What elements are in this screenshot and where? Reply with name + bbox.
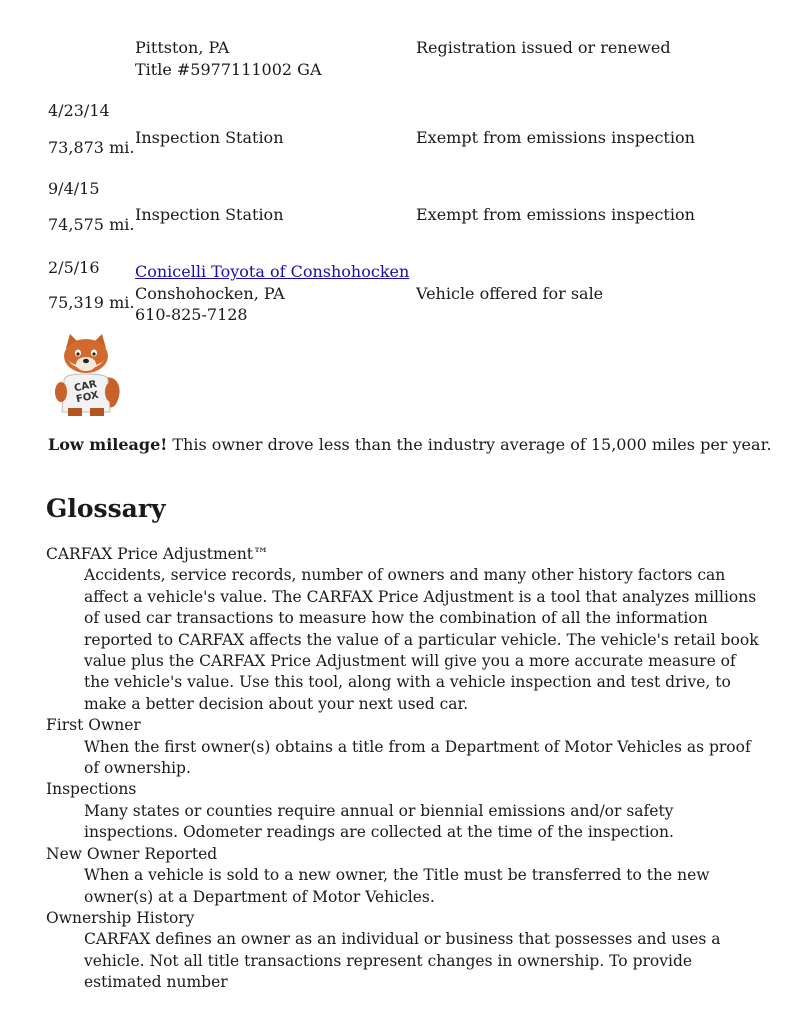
low-mileage-note — [48, 435, 772, 454]
record-mileage: 73,873 mi. — [48, 138, 135, 157]
record-source-line: Pittston, PA — [135, 38, 230, 57]
dealer-link[interactable]: Conicelli Toyota of Conshohocken — [135, 262, 410, 281]
record-date: 9/4/15 — [48, 179, 100, 198]
glossary-definition: Accidents, service records, number of owners and many other history factors can affect a vehicle's value. The CARFAX Price Adjustment is a tool that analyzes millions of used car transactions to measure how the combination of all the information reported to CARFAX affects the value of a particular vehicle. The vehicle's retail book value plus the CARFAX Price Adjustment will give you a more accurate measure of the vehicle's value. Use this tool, along with a vehicle inspection and test drive, to make a better decision about your next used car. — [84, 566, 759, 713]
glossary-definition: Many states or counties require annual or biennial emissions and/or safety inspections. Odometer readings are collected at the time of the inspection. — [84, 801, 674, 842]
record-source-line: 610-825-7128 — [135, 305, 248, 324]
record-source-line: Title #5977111002 GA — [135, 60, 322, 79]
glossary-definition: When a vehicle is sold to a new owner, the Title must be transferred to the new owner(s) at a Department of Motor Vehicles. — [84, 866, 710, 906]
mascot-shirt-text: CAR — [73, 378, 98, 395]
glossary-term: Ownership History — [46, 908, 195, 927]
record-source-line: Conshohocken, PA — [135, 284, 285, 303]
record-source-line: Inspection Station — [135, 205, 284, 224]
record-date: 2/5/16 — [48, 258, 100, 277]
glossary-title: Glossary — [46, 494, 166, 523]
record-date: 4/23/14 — [48, 101, 110, 120]
glossary-term: CARFAX Price Adjustment™ — [46, 545, 269, 563]
record-comment: Exempt from emissions inspection — [416, 205, 695, 224]
glossary-term: New Owner Reported — [46, 844, 218, 863]
record-source-line: Inspection Station — [135, 128, 284, 147]
glossary-term: First Owner — [46, 716, 141, 735]
low-mileage-text: This owner drove less than the industry average of 15,000 miles per year. — [167, 435, 772, 454]
glossary-definition: When the first owner(s) obtains a title from a Department of Motor Vehicles as proof of ownership. — [84, 737, 751, 778]
record-comment: Registration issued or renewed — [416, 38, 671, 57]
low-mileage-label: Low mileage! — [48, 435, 168, 454]
carfox-mascot-icon — [48, 334, 124, 416]
glossary-list — [46, 544, 766, 994]
glossary-definition: CARFAX defines an owner as an individual or business that possesses and uses a vehicle. Not all title transactions represent changes in ownership. To provide estimated number — [84, 930, 721, 992]
record-comment: Vehicle offered for sale — [416, 284, 604, 303]
mascot-shirt-text: FOX — [75, 389, 100, 406]
record-comment: Exempt from emissions inspection — [416, 128, 695, 147]
record-mileage: 75,319 mi. — [48, 293, 135, 312]
glossary-term: Inspections — [46, 780, 137, 799]
record-mileage: 74,575 mi. — [48, 215, 135, 234]
